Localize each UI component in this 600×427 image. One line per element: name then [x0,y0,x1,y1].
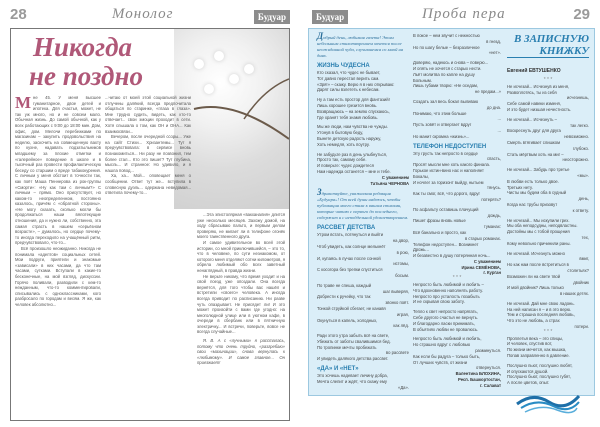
poem-heading: ЖИЗНЬ ЧУДЕСНА [317,63,370,69]
poem-line: И увидеть далёкого детства рассвет. [317,356,389,362]
poem-line: Что вдохновенно наполнять работу. [413,287,483,293]
poem-line: Непросто быть любимой и любить – [413,282,484,288]
section-heading [507,33,589,58]
article-column-2 [105,95,191,196]
poem-line: тех, [581,234,589,240]
poem-line: Возможен ли на свете твой [507,273,561,279]
title-line-1: Никогда [33,32,133,62]
signature-name: Татьяна ЧЕРНОВА [370,180,409,186]
poem-line: потери. [574,324,589,330]
poem-line: Развоплотясь, ты из себя [507,89,557,95]
poem-line: Хоть немедля, хоть поутру. [317,141,370,147]
poem-line: в старых романах. [464,235,501,241]
poem-line: По жизни мечется, как мышка, [507,347,567,353]
poem-line: Третьих нету. [507,184,533,190]
page-28 [0,0,298,427]
poem-line: Стать мёртвым хоть на миг – [507,151,564,157]
poem-line: шаг выверяя, [382,288,409,294]
poem-line: туманах: [483,224,501,230]
poem-line: глубоко. [572,145,589,151]
heading-line-2: КНИЖКУ [539,45,589,57]
poem-line: Чтоб увидеть, как солнце мелькнёт [317,243,386,249]
poem-line: Нам надежда останется – мне и тебе. [317,168,391,174]
column-text: И самое удивительное во всей этой истории, со мной приключившейся, – это то, что в человеке, по сути незнакомом, от которого меня отделяют сотни километров, я обрела любимый обо всех заветный ненаглядный, в правда жизни. [197,239,285,273]
poem-line: Попав заправленно в давление. [507,353,570,359]
page-29 [302,0,600,427]
poem-line: ... [497,116,501,122]
drop-cap: Д [317,31,324,41]
poem-line: Эту грусть так непросто в сердце [413,150,478,156]
poem-line: По асфальту оставишь плачущий [413,206,479,212]
signature: С уважением [473,258,501,264]
poem-line: вмиг, [579,256,589,262]
poem-line: И мой двойник? Лишь только [507,285,564,291]
poem-line: И опускаются душой. [507,368,549,374]
poem-line: Мы оба неподсудны, неподвластны. [507,223,578,229]
poem-line: Не исчезай... Забудь про третье [507,167,570,173]
poem-line: в рою, [396,249,409,255]
poem-line: Всё банально и просто, как [413,229,467,235]
poem-heading: ТЕЛЕФОН НЕДОСТУПЕН [413,143,487,150]
poem-line: Но как нам после встретиться в [507,262,569,268]
branch-icon [174,29,289,209]
column-text: ...Эта эпистолярная «вакханалия» длится уже несколько месяцев. Захожу домой, на ходу сбрасываю пальто, и первым делом проверяю, не мигает ли в телефоне огонёк моего таинственного друга. [197,212,285,240]
column-text: не 45. У меня высшее гуманитарное, двое детей и ипотека. Для счастья, может, не так уж много, но и не совсем мало. Обычная жизнь. До самой обычной, как у всех работающих с 9:00 до 18:00 мин. Дом, офис, дом. Мелочи перебежками по магазинам – закупить продовольствия на неделю, заскочить на совмещенную вахту по кухне, надавать подзатыльников младшему за плохие отметки и «галерейное» поведение в школе и в тысячный раз провести профилактическую беседу со старшим о вреде табакокурения. С личным у меня обстоит в точности так, как поёт Маша Пеннерова из рок-группы «Сморти»: «Ну как там с личным?» С личным – прямо. Оно присутствует, но каком-то неопределенном, постоянно казалось, причём с «обратной стороны». «Не могу сказать, сколько могли бы продолжаться наши вялотекущие отношения, да и нужно ли, собственно, эта самая страсть в нашем «серьёзном возрасте», – думалось, но сердце почему-то иногда переходило на учащённый ритм, предчувствовало, что-то... [15,95,101,246]
poem-line: И человек, спустив вот, [507,341,553,347]
poem-line: По тропинке мечты пробежать [317,344,377,350]
poem-line: Достойны мы с тобой прощения [507,229,570,235]
poem-line: Воскреснуть друг для друга [507,128,561,134]
poem-line: Дрожь... [413,247,429,253]
poem-line: как лёд. [393,323,409,329]
column-text: Не верьте никому, что время уходит и на свой поезд уже опоздали. Она всегда вернётся, для того чтобы вас нашёл и встретили «своего» человека. А иногда всегда приводит по расписанию. Ни разве чуть опаздывает. Не присядет ли! И это может произойти с вами где угодно: на многолюдной улице или в уютном кафе, в очереди в сбербанк или в пятничную электричку... И встречи, поверьте, вовсе не всегда случайные... [197,273,285,335]
poem-line: Добрести к ручейку, что так [317,294,371,300]
poem-line: Ну а там есть простор для фантазий! [317,97,390,103]
page-number: 29 [573,6,590,23]
stars-divider: * * * [543,77,553,83]
poem-line: Окунуться в капель, холодных, [317,317,378,323]
signature-name: Валентина БЛОХИНА, [455,371,501,377]
blossom-photo [174,29,289,209]
poem-line: двойник [573,279,589,285]
poem-line: дождь, [487,212,501,218]
poem-line: Льёт молитва по капле на душу [413,71,475,77]
poem-line: И это будет низшая нечестность. [507,106,572,112]
poem-line: С косогора без трепки спуститься [317,267,383,273]
poem-line: в гнезд, [486,38,501,44]
poem-line: до дна. [486,104,501,110]
poem-line: По траве не спеша, каждый [317,282,372,288]
poet-name: Евгений ЕВТУШЕНКО [507,68,561,74]
poem-line: Но страшно вдруг с любовью [413,342,471,348]
intro-letter [317,33,409,59]
poem-line: Непросто про усталость позабыть [413,293,480,299]
poem-line: На ней написан я – и в это верю. [507,306,572,312]
poem-line: Не исчезай... Исчезнуть – [507,116,557,122]
poem-heading: «ДА» И «НЕТ» [317,366,359,373]
poem-line: От лучших чувств, от жизни [413,359,468,365]
poem-line: босым. [395,272,409,278]
drop-cap: М [15,93,32,112]
poem-line: потерять? [481,196,501,202]
column-text: Ха, ха... Мой... оповещает меня о сообщении. Ответ тут же... вступила в словесную дуэль... одержана неведомая... ответила почему-то... [105,173,191,196]
magazine-logo: Будуар [254,10,290,24]
poem-heading: РАССВЕТ ДЕТСТВА [317,225,376,232]
poem-line: «нет». [488,50,501,56]
poem-line: Что это не любовь, а страх [507,318,560,324]
poem-line: В любви есть только двое. [507,178,559,184]
poem-line: Не исчезай... Мы искупили грех. [507,217,570,223]
poem-line: Вынете детскую радость наружу, [317,135,382,141]
poem-line: Больным. [413,77,432,83]
poem-line: Чисты мы будем оба в судный [507,190,567,196]
poem-line: И беззвестно в душу потерянная ночь... [413,253,491,259]
poem-line: Пишет фразы вновь новые [413,218,466,224]
poetry-column-2 [413,33,501,389]
poem-line: Тонкой струйкой сбегает, не канавя [317,305,386,311]
poem-line: Лишь губами творю: «Не оседам, [413,83,479,89]
poem-line: Кому невольно причинили раны. [507,240,571,246]
title-line-2: не поздно [29,61,143,91]
poem-ne-ischezai [507,84,589,330]
poem-line: ... [497,127,501,133]
poem-line: И опять не хочется с старых нести. [413,65,482,71]
intro-text: дравствуйте, уважаемая редакция «Будуара»! От всей души надеюсь, чтобы публикация моего стиха к вашим стихами, которые читаю с первого до последнего, содержит и с неподдельной удовлетворением. [317,191,409,221]
poem-line: Пусть зовёт и отвергает вдруг [413,122,472,128]
poem-line: И благодарно ласки принимать, [413,320,475,326]
article-frame [10,28,290,421]
poem-line: спасть, [486,156,501,162]
poem-line: И не скрывая свою заботу. [413,299,465,305]
poem-line: Возвращаюсь – на землю спускаюсь, [317,108,390,114]
poem-line: истомы, [393,261,409,267]
poem-line: Убежать от заботы свалившимся бед. [317,338,391,344]
poem-line: во рассвете [385,350,409,356]
poem-line: Проплетья века – это спицы, [507,335,564,341]
signature-city: г. Курган [483,270,501,276]
poem-line: в наших детях. [559,291,589,297]
poem-line: Создать зал весь бокал выливаю [413,98,479,104]
poem-rassvet-detstva [317,232,409,362]
poem-line: Но по шагу белые – безразличное [413,44,480,50]
poem-line: Где хранят тебя знамя любовь. [317,114,378,120]
poetry-column-3 [507,33,589,414]
poem-continued [413,33,501,140]
poem-line: Себе самой навеки изменя, [507,101,561,107]
poem-line: Тепло к свет непросто напрягать, [413,309,478,315]
poem-line: Не забудьте раз в день улыбнуться, [317,151,388,157]
poem-line: Мы же люди, нам чувства не чужды. [317,124,388,130]
poem-line: Не исчезай. Исчезнуть можно [507,250,565,256]
poem-line: к ответу. [572,207,589,213]
poem-line: Смерть втягивает слишком [507,139,561,145]
poem-line: Послушно бьют, послушно губят, [507,374,571,380]
poem-line: неосторожно. [562,157,589,163]
poem-line: Утонув в бытовую беду, [317,130,364,136]
poem-line: Утром встать, потянуться и выйти [317,232,384,238]
poem-line: так легко. [570,122,589,128]
poem-da-i-net [317,373,409,390]
poem-line: И ночлег за горизонт выйду, нытьем [413,179,484,185]
magazine-logo: Будуар [312,10,348,24]
poem-line: Как ты смог, всё, что дорого, вдруг [413,191,481,197]
poem-line: Не исчезай. Дай мне свою ладонь. [507,300,575,306]
poem-line: В объятиях любви не провалюсь. [413,326,479,332]
poem-line: А после цветов, опыт. [507,380,550,386]
poem-line: невозможно. [564,134,589,140]
poem-line: Непросто быть любимой и любить, [413,336,482,342]
column-text: ...читаю от моей этой социальной жизни отлучены далёкий, всегда предпочитала общаться по старинке, «глаза в глаза». Мне трудно судить, видеть, как кто-то отвечает... свои эмоции проходит в сети. Хотя слышала о том, как ОН и ОНА... Как взаимосвязи... [105,95,191,134]
column-text: Я. В. А с «лучными» я рассталась, потому что очень трудно, «разгребаю» свои «махинации», снова вернулась к «любимому». И самое главное... Он приезжает! [197,338,285,366]
poem-line: Кто сказал, что чудес не бывает, [317,70,381,75]
poem-neprosto [413,282,501,371]
poem-line: играя, [397,311,409,317]
article-title [29,32,143,91]
poem-line: Когда нас трубы призовут [507,201,558,207]
poetry-column-1 [317,33,409,390]
poetry-panel [308,28,595,396]
poem-telefon-nedostupen [413,151,501,259]
poem-line: И, купаясь в лучах после сонной [317,255,381,261]
stars-divider: * * * [452,275,462,282]
signature-city: г. Салават [480,382,501,388]
poem-line: Горькое истин-вино нас и наполняет [413,167,484,173]
poem-line: тянусь. [487,185,501,191]
poem-proletya-veka [507,336,589,386]
poem-line: Бокалы, [413,173,429,179]
stars-divider: * * * [543,328,553,335]
poem-line: звонко поёт. [385,300,409,306]
poem-line: В покое – нем звучит с нежностью [413,33,480,38]
drop-cap: З [317,187,322,198]
intro-letter-2 [317,189,409,221]
poem-zhizn-chudesna [317,70,409,175]
article-column-1 [15,95,101,308]
poem-line: Себе другого счастья не вернуть. [413,315,479,321]
poem-line: «Зря!» – скажу. Верю я в них открываю: [317,81,395,87]
column-text: Вечером, после очередной ссоры... Уже на сайт Стихи... Хризантемы... Тут я предчувствовала: в сервисе вновь познакомиться... Ни разу не позвонил, тем более стал... Кто это пишет? Тут глубина, мысль... И странное: Но удивило, и я нашла повод... [105,134,191,173]
poem-line: Дарят силы взлететь к небесам. [317,87,380,93]
poem-line: отвернуться. [475,365,501,371]
page-number: 28 [10,6,27,23]
column-text: Всё произошло неожиданно. Никогда не понимала «адептов» социальных сетей. Мои подруги, приятели и знакомые «зависали» в них часами, да что там часами, сутками. Вступали в какие-то бесконечные, на мой взгляд, дискуссии. Горячо поливали, разводили с кем-то нежданным, что-то комментировали, списывались с одноклассниками, кого разбросало по городам и весям. Я же, как человек абсолютно... [15,246,101,307]
signature-name: Ирина СЕМЁНОВА, [461,264,501,270]
poem-line: Не исчезай... Исчезнув из меня, [507,83,570,89]
poem-line: Но манит скромна «жизнь»... [413,133,470,139]
poem-line: «Да». [398,384,409,390]
poem-line: разминуться. [475,348,501,354]
poem-line: Лишь хорошее грезится вновь. [317,102,378,108]
poem-line: Ради этого утра забыть всё на свете, [317,333,390,339]
poem-line: Просят мысли мне хоть какого финала. [413,162,491,168]
poem-line: Это хочешь надевает личину добра, [317,373,388,379]
intro-text: обрый день, любимая газета! Этим небольшим стихотворением хочется после неожиданной чуда, случившемся со мной на днях. [317,35,404,58]
rubric-title: Проба пера [422,6,506,22]
poem-line: И поверьте: чудес дождетеся [317,163,374,169]
wave-decoration-icon [513,390,583,414]
poem-line: не предам...» [474,89,501,95]
poem-line: столетьях? [567,267,589,273]
poem-line: Тем и страшна последняя любовь, [507,312,575,318]
poem-line: Понимаю, что этим больше [413,110,467,116]
poem-line: Послушно пьют, послушно любят, [507,362,573,368]
poem-line: Телефон недоступен... Возникнет [413,241,479,247]
signature-region: Респ. Башкортостан, [458,377,501,383]
poem-line: Доверяю, надеюсь и снова – поверю... [413,60,489,66]
poem-line: Мечта слепит и ждёт, что скажу ему [317,378,388,384]
poem-line: Тот давно перестал верить сам. [317,75,380,81]
article-column-3 [197,212,285,366]
poem-line: день, [578,196,589,202]
poem-line: Просто так, самому себе. [317,157,367,163]
heading-line-1: В ЗАПИСНУЮ [513,33,589,45]
rubric-title: Монолог [112,6,174,22]
poem-line: Как если бы радуга – только быть, [413,353,481,359]
signature: С уважением [381,174,409,180]
poem-line: исчезнешь, [566,95,589,101]
poem-line: «мы». [577,172,589,178]
poem-line: на двор, [392,238,409,244]
